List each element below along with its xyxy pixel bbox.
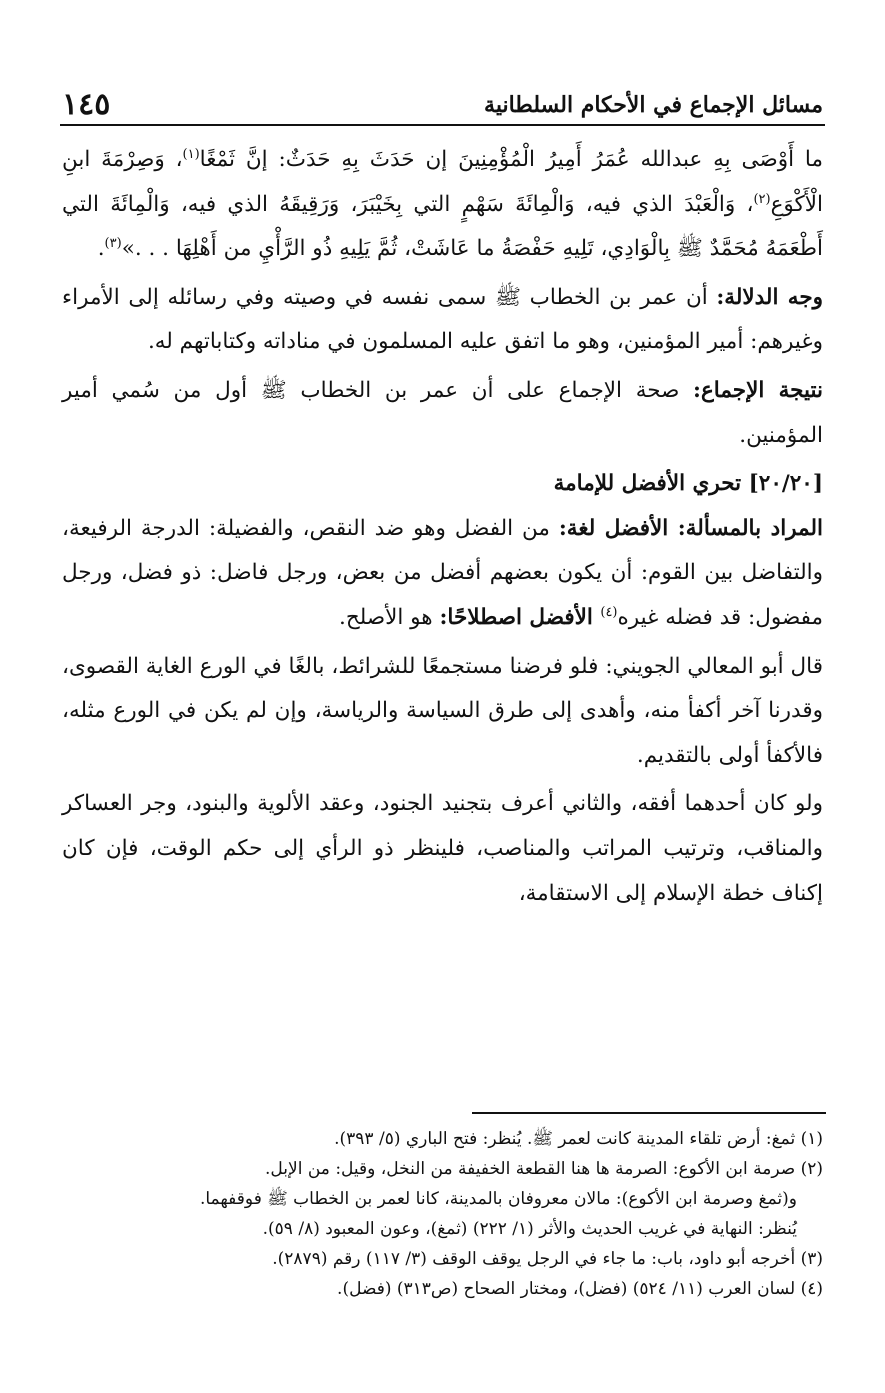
footnote-ref-3: (٣): [104, 236, 122, 252]
footnote-ref-2: (٢): [753, 191, 771, 207]
header-rule: [60, 124, 825, 126]
hadith-text-1: ما أَوْصَى بِهِ عبدالله عُمَرُ أَمِيرُ الْمُؤْمِنِينَ إن حَدَثَ بِهِ حَدَثٌ: إنَّ ثَمْغًا: [199, 147, 823, 172]
running-title: مسائل الإجماع في الأحكام السلطانية: [484, 92, 823, 118]
paragraph-definition: [62, 507, 823, 641]
term-text: هو الأصلح.: [339, 604, 440, 630]
result-label: نتيجة الإجماع:: [693, 377, 823, 403]
definition-text: من الفضل وهو ضد النقص، والفضيلة: الدرجة الرفيعة، والتفاضل بين القوم: أن يكون بعضهم أفضل من بعض، ورجل فاضل: ذو فضل، ورجل مفضول: قد فضله غيره: [62, 515, 823, 630]
footnote-rule: [472, 1112, 826, 1114]
page-number: ١٤٥: [62, 87, 111, 122]
evidence-label: وجه الدلالة:: [716, 284, 823, 310]
footnotes: [62, 1124, 823, 1304]
footnote-3: (٣) أخرجه أبو داود، باب: ما جاء في الرجل يوقف الوقف (٣/ ١١٧) رقم (٢٨٧٩).: [272, 1249, 823, 1269]
footnote-4: (٤) لسان العرب (١١/ ٥٢٤) (فضل)، ومختار الصحاح (ص٣١٣) (فضل).: [337, 1279, 823, 1299]
hadith-text-3: ، وَالْعَبْدَ الذي فيه، وَالْمِائَةَ سَهْمٍ التي بِخَيْبَرَ، وَرَقِيقَهُ الذي فيه، وَالْمِائَةَ التي أَطْعَمَهُ مُحَمَّدٌ ﷺ بِالْوَادِي، تَلِيهِ حَفْصَةُ ما عَاشَتْ، ثُمَّ يَلِيهِ ذُو الرَّأْيِ من أَهْلِهَا . . .»: [62, 191, 823, 262]
definition-label: المراد بالمسألة: الأفضل لغة:: [558, 515, 823, 541]
hadith-text-end: .: [97, 236, 105, 262]
section-heading: [٢٠/٢٠] تحري الأفضل للإمامة: [553, 471, 823, 497]
page-header: [62, 76, 823, 124]
paragraph-juwayni: قال أبو المعالي الجويني: فلو فرضنا مستجمعًا للشرائط، بالغًا في الورع الغاية القصوى، وقدرنا آخر أكفأ منه، وأهدى إلى طرق السياسة والرياسة، وإن لم يكن في الورع مثله، فالأكفأ أولى بالتقديم.: [62, 653, 823, 768]
term-label: الأفضل اصطلاحًا:: [439, 604, 601, 630]
footnote-2-refs: يُنظر: النهاية في غريب الحديث والأثر (١/ ٢٢٢) (ثمغ)، وعون المعبود (٨/ ٥٩).: [262, 1219, 797, 1239]
footnote-2-cont: و(ثمغ وصرمة ابن الأكوع): مالان معروفان بالمدينة، كانا لعمر بن الخطاب ﷺ فوقفهما.: [199, 1189, 797, 1209]
paragraph-continuation: ولو كان أحدهما أفقه، والثاني أعرف بتجنيد الجنود، وعقد الألوية والبنود، وجر العساكر والمناقب، وترتيب المراتب والمناصب، فلينظر ذو الرأي إلى حكم الوقت، فإن كان إكناف خطة الإسلام إلى الاستقامة،: [62, 791, 823, 906]
footnote-ref-1: (١): [182, 146, 200, 162]
paragraph-evidence: [62, 276, 823, 365]
footnote-ref-4: (٤): [600, 604, 618, 620]
main-text: [62, 138, 823, 920]
footnote-2: (٢) صرمة ابن الأكوع: الصرمة ها هنا القطعة الخفيفة من النخل، وقيل: من الإبل.: [265, 1159, 823, 1179]
hadith-text-2: ، وَصِرْمَةَ ابنِ الْأَكْوَعِ: [62, 147, 823, 217]
footnote-1: (١) ثمغ: أرض تلقاء المدينة كانت لعمر ﷺ. يُنظر: فتح الباري (٥/ ٣٩٣).: [334, 1129, 823, 1149]
result-text: صحة الإجماع على أن عمر بن الخطاب ﷺ أول من سُمي أمير المؤمنين.: [62, 377, 823, 448]
paragraph-result: [62, 369, 823, 458]
paragraph-hadith: [62, 138, 823, 272]
evidence-text: أن عمر بن الخطاب ﷺ سمى نفسه في وصيته وفي رسائله إلى الأمراء وغيرهم: أمير المؤمنين، وهو ما اتفق عليه المسلمون في مناداته وكتاباتهم له.: [62, 284, 823, 355]
